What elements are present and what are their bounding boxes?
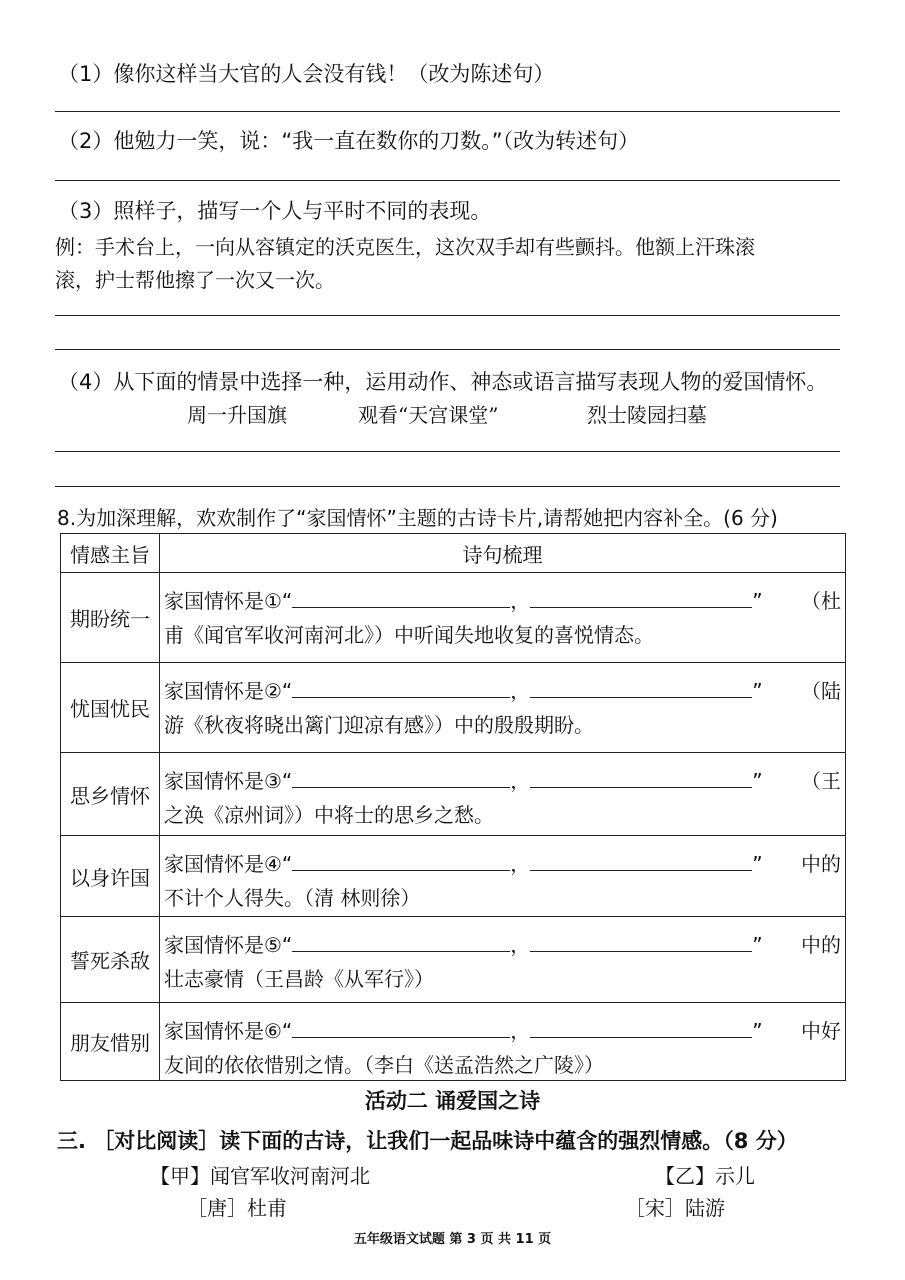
verse-prefix: 家国情怀是④“ <box>164 852 293 876</box>
comma: ， <box>510 769 531 793</box>
verse-cell <box>160 1003 846 1081</box>
verse-cell <box>160 836 846 917</box>
close-quote: ” <box>752 1019 763 1043</box>
verse-prefix: 家国情怀是①“ <box>164 589 293 613</box>
blank-4a[interactable] <box>292 848 510 871</box>
verse-tail: 中的 <box>801 852 841 876</box>
table-row <box>61 917 846 1003</box>
table-row <box>61 836 846 917</box>
scene-option-1: 周一升国旗 <box>187 403 287 427</box>
verse-line-2: 友间的依依惜别之情。（李白《送孟浩然之广陵》） <box>164 1053 604 1077</box>
blank-6b[interactable] <box>530 1015 752 1038</box>
close-quote: ” <box>752 769 763 793</box>
blank-5a[interactable] <box>292 929 510 952</box>
answer-line-3b[interactable] <box>55 349 840 350</box>
poem-b-author: ［宋］陆游 <box>625 1196 725 1220</box>
example-text-line-1: 例：手术台上，一向从容镇定的沃克医生，这次双手却有些颤抖。他额上汗珠滚 <box>55 235 755 259</box>
theme-cell: 期盼统一 <box>61 573 160 663</box>
poem-a-author: ［唐］杜甫 <box>187 1196 287 1220</box>
question-8-prompt: 8.为加深理解，欢欢制作了“家国情怀”主题的古诗卡片,请帮她把内容补全。(6 分) <box>57 506 778 530</box>
comma: ， <box>510 1019 531 1043</box>
verse-line-2: 甫《闻官军收河南河北》）中听闻失地收复的喜悦情态。 <box>164 623 654 647</box>
verse-line-2: 壮志豪情（王昌龄《从军行》） <box>164 967 434 991</box>
question-3: （3）照样子，描写一个人与平时不同的表现。 <box>58 199 492 223</box>
table-row <box>61 663 846 753</box>
header-theme: 情感主旨 <box>61 534 160 573</box>
theme-cell: 忧国忧民 <box>61 663 160 753</box>
verse-prefix: 家国情怀是⑥“ <box>164 1019 293 1043</box>
verse-cell <box>160 573 846 663</box>
page-footer: 五年级语文试题 第 3 页 共 11 页 <box>353 1232 552 1247</box>
blank-2b[interactable] <box>530 675 752 698</box>
poem-a-title: 【甲】闻官军收河南河北 <box>150 1164 370 1188</box>
blank-6a[interactable] <box>292 1015 510 1038</box>
close-quote: ” <box>752 933 763 957</box>
comma: ， <box>510 933 531 957</box>
verse-cell <box>160 663 846 753</box>
answer-line-4b[interactable] <box>55 486 840 487</box>
blank-2a[interactable] <box>292 675 510 698</box>
answer-line-3a[interactable] <box>55 315 840 316</box>
comma: ， <box>510 852 531 876</box>
blank-1b[interactable] <box>530 585 752 608</box>
table-row <box>61 753 846 836</box>
blank-4b[interactable] <box>530 848 752 871</box>
theme-cell: 朋友惜别 <box>61 1003 160 1081</box>
table-row <box>61 1003 846 1081</box>
comma: ， <box>510 589 531 613</box>
poem-b-title: 【乙】示儿 <box>655 1164 755 1188</box>
verse-cell <box>160 917 846 1003</box>
scene-option-2: 观看“天宫课堂” <box>358 403 499 427</box>
question-2: （2）他勉力一笑，说：“我一直在数你的刀数。”（改为转述句） <box>58 129 640 153</box>
close-quote: ” <box>752 589 763 613</box>
blank-3a[interactable] <box>292 765 510 788</box>
blank-5b[interactable] <box>530 929 752 952</box>
theme-cell: 思乡情怀 <box>61 753 160 836</box>
theme-cell: 誓死杀敌 <box>61 917 160 1003</box>
verse-prefix: 家国情怀是③“ <box>164 769 293 793</box>
verse-line-2: 游《秋夜将晓出篱门迎凉有感》）中的殷殷期盼。 <box>164 713 594 737</box>
close-quote: ” <box>752 679 763 703</box>
section-3-title: 三. ［对比阅读］读下面的古诗，让我们一起品味诗中蕴含的强烈情感。（8 分） <box>57 1129 798 1153</box>
verse-line-2: 之涣《凉州词》）中将士的思乡之愁。 <box>164 803 494 827</box>
verse-cell <box>160 753 846 836</box>
verse-line-2: 不计个人得失。（清 林则徐） <box>164 886 421 910</box>
verse-tail: （陆 <box>801 679 841 703</box>
answer-line-2[interactable] <box>55 180 840 181</box>
question-4: （4）从下面的情景中选择一种，运用动作、神态或语言描写表现人物的爱国情怀。 <box>58 370 828 394</box>
example-text-line-2: 滚，护士帮他擦了一次又一次。 <box>55 268 335 292</box>
close-quote: ” <box>752 852 763 876</box>
scene-option-3: 烈士陵园扫墓 <box>587 403 707 427</box>
header-verses: 诗句梳理 <box>160 534 846 573</box>
table-header-row <box>61 534 846 573</box>
verse-prefix: 家国情怀是⑤“ <box>164 933 293 957</box>
question-1: （1）像你这样当大官的人会没有钱！（改为陈述句） <box>58 62 555 86</box>
verse-tail: 中好 <box>801 1019 841 1043</box>
activity-title: 活动二 诵爱国之诗 <box>364 1089 541 1113</box>
answer-line-1[interactable] <box>55 111 840 112</box>
verse-tail: （王 <box>801 769 841 793</box>
blank-1a[interactable] <box>292 585 510 608</box>
verse-tail: （杜 <box>801 589 841 613</box>
comma: ， <box>510 679 531 703</box>
blank-3b[interactable] <box>530 765 752 788</box>
poem-card-table <box>60 533 846 1081</box>
theme-cell: 以身许国 <box>61 836 160 917</box>
verse-prefix: 家国情怀是②“ <box>164 679 293 703</box>
verse-tail: 中的 <box>801 933 841 957</box>
answer-line-4a[interactable] <box>55 451 840 452</box>
table-row <box>61 573 846 663</box>
